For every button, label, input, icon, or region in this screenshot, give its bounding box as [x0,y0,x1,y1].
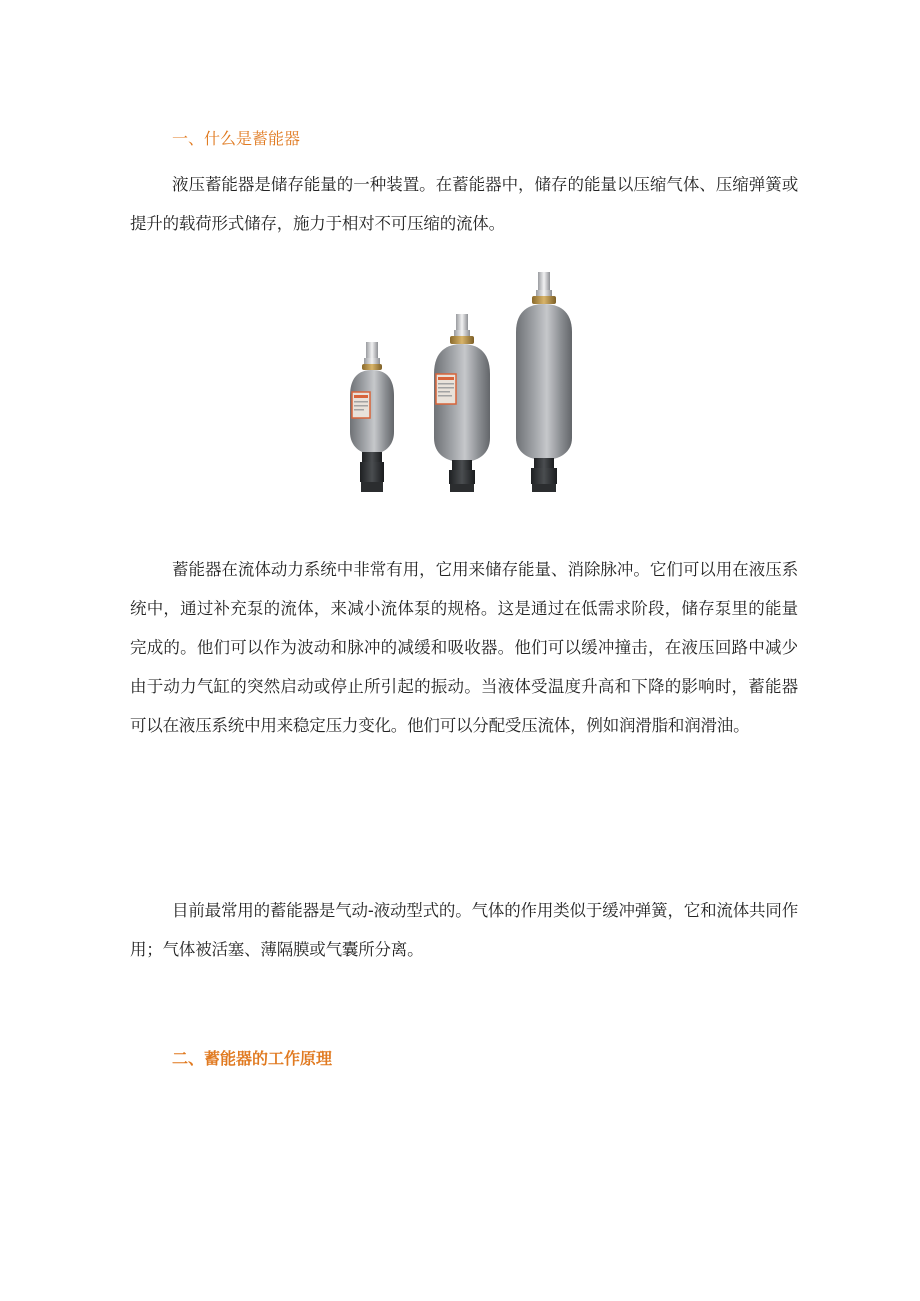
accumulator-large-icon [516,272,572,492]
accumulator-medium-icon [434,314,490,492]
section-heading-what-is-accumulator: 一、什么是蓄能器 [172,129,301,148]
body-paragraph-uses: 蓄能器在流体动力系统中非常有用，它用来储存能量、消除脉冲。它们可以用在液压系统中，通过补充泵的流体，来减小流体泵的规格。这是通过在低需求阶段，储存泵里的能量完成的。他们可以作为波动和脉冲的减缓和吸收器。他们可以缓冲撞击，在液压回路中减少由于动力气缸的突然启动或停止所引起的振动。当液体受温度升高和下降的影响时，蓄能器可以在液压系统中用来稳定压力变化。他们可以分配受压流体，例如润滑脂和润滑油。 [130,560,798,735]
accumulator-photo [328,266,590,498]
accumulator-small-icon [350,342,394,492]
body-paragraph-common-type: 目前最常用的蓄能器是气动-液动型式的。气体的作用类似于缓冲弹簧，它和流体共同作用；气体被活塞、薄隔膜或气囊所分离。 [130,901,798,959]
section-heading-working-principle: 二、蓄能器的工作原理 [172,1049,333,1068]
intro-paragraph: 液压蓄能器是储存能量的一种装置。在蓄能器中，储存的能量以压缩气体、压缩弹簧或提升的载荷形式储存，施力于相对不可压缩的流体。 [130,175,798,233]
